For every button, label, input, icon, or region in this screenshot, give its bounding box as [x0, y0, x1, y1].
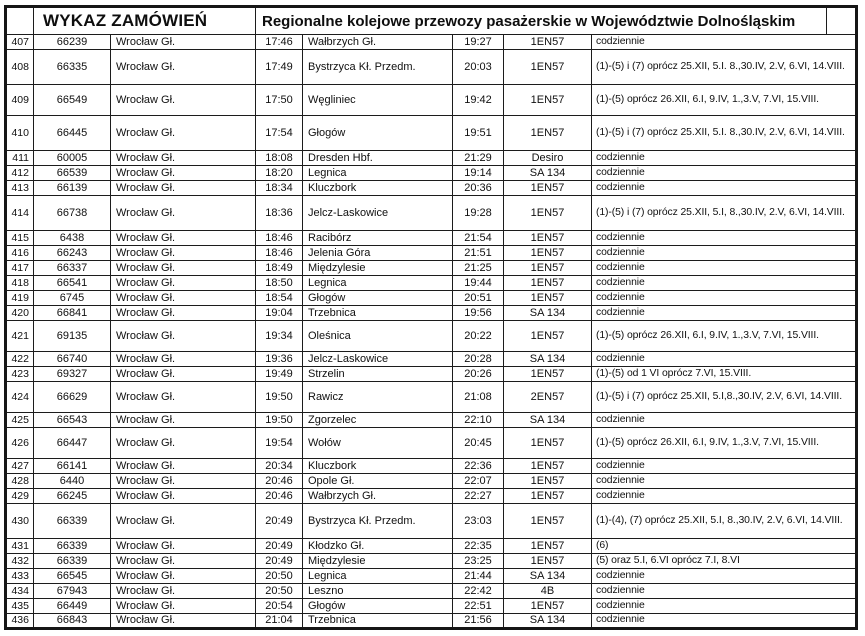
arrival-time-cell: 23:03 — [453, 504, 504, 539]
train-number-cell: 66243 — [34, 246, 111, 261]
destination-station-cell: Racibórz — [303, 231, 453, 246]
destination-station-cell: Zgorzelec — [303, 413, 453, 428]
running-days-cell: codziennie — [592, 489, 857, 504]
rolling-stock-cell: SA 134 — [504, 614, 592, 629]
table-row — [6, 352, 857, 367]
arrival-time-cell: 19:42 — [453, 85, 504, 116]
rolling-stock-cell: 1EN57 — [504, 261, 592, 276]
departure-time-cell: 18:54 — [256, 291, 303, 306]
arrival-time-cell: 22:10 — [453, 413, 504, 428]
destination-station-cell: Leszno — [303, 584, 453, 599]
departure-time-cell: 19:50 — [256, 382, 303, 413]
table-row — [6, 291, 857, 306]
departure-time-cell: 20:50 — [256, 569, 303, 584]
running-days-cell: (1)-(4), (7) oprócz 25.XII, 5.I, 8.,30.IV, 2.V, 6.VI, 14.VIII. — [592, 504, 857, 539]
rolling-stock-cell: SA 134 — [504, 569, 592, 584]
origin-station-cell: Wrocław Gł. — [111, 50, 256, 85]
arrival-time-cell: 19:27 — [453, 35, 504, 50]
origin-station-cell: Wrocław Gł. — [111, 428, 256, 459]
arrival-time-cell: 22:07 — [453, 474, 504, 489]
departure-time-cell: 19:36 — [256, 352, 303, 367]
running-days-cell: (1)-(5) i (7) oprócz 25.XII, 5.I. 8.,30.IV, 2.V, 6.VI, 14.VIII. — [592, 50, 857, 85]
departure-time-cell: 17:50 — [256, 85, 303, 116]
row-number-cell: 408 — [6, 50, 34, 85]
row-number-cell: 409 — [6, 85, 34, 116]
destination-station-cell: Wołów — [303, 428, 453, 459]
origin-station-cell: Wrocław Gł. — [111, 246, 256, 261]
running-days-cell: codziennie — [592, 291, 857, 306]
rolling-stock-cell: 1EN57 — [504, 428, 592, 459]
destination-station-cell: Strzelin — [303, 367, 453, 382]
running-days-cell: codziennie — [592, 413, 857, 428]
row-number-cell: 429 — [6, 489, 34, 504]
row-number-cell: 428 — [6, 474, 34, 489]
running-days-cell: codziennie — [592, 474, 857, 489]
origin-station-cell: Wrocław Gł. — [111, 291, 256, 306]
origin-station-cell: Wrocław Gł. — [111, 539, 256, 554]
rolling-stock-cell: 1EN57 — [504, 504, 592, 539]
corner-cell — [6, 7, 34, 35]
destination-station-cell: Jelcz-Laskowice — [303, 352, 453, 367]
departure-time-cell: 18:08 — [256, 151, 303, 166]
rolling-stock-cell: 1EN57 — [504, 196, 592, 231]
destination-station-cell: Legnica — [303, 276, 453, 291]
departure-time-cell: 17:49 — [256, 50, 303, 85]
origin-station-cell: Wrocław Gł. — [111, 413, 256, 428]
rolling-stock-cell: 1EN57 — [504, 35, 592, 50]
timetable-body — [6, 35, 857, 629]
train-number-cell: 69135 — [34, 321, 111, 352]
running-days-cell: (1)-(5) oprócz 26.XII, 6.I, 9.IV, 1.,3.V, 7.VI, 15.VIII. — [592, 85, 857, 116]
rolling-stock-cell: SA 134 — [504, 166, 592, 181]
table-row — [6, 50, 857, 85]
row-number-cell: 417 — [6, 261, 34, 276]
rolling-stock-cell: Desiro — [504, 151, 592, 166]
row-number-cell: 423 — [6, 367, 34, 382]
arrival-time-cell: 20:51 — [453, 291, 504, 306]
arrival-time-cell: 21:25 — [453, 261, 504, 276]
departure-time-cell: 18:46 — [256, 231, 303, 246]
destination-station-cell: Głogów — [303, 599, 453, 614]
row-number-cell: 434 — [6, 584, 34, 599]
row-number-cell: 432 — [6, 554, 34, 569]
table-row — [6, 428, 857, 459]
table-row — [6, 246, 857, 261]
arrival-time-cell: 19:44 — [453, 276, 504, 291]
rolling-stock-cell: 1EN57 — [504, 116, 592, 151]
departure-time-cell: 18:50 — [256, 276, 303, 291]
running-days-cell: codziennie — [592, 246, 857, 261]
destination-station-cell: Kluczbork — [303, 181, 453, 196]
table-row — [6, 569, 857, 584]
rolling-stock-cell: 1EN57 — [504, 539, 592, 554]
origin-station-cell: Wrocław Gł. — [111, 85, 256, 116]
arrival-time-cell: 22:35 — [453, 539, 504, 554]
train-number-cell: 66541 — [34, 276, 111, 291]
arrival-time-cell: 21:54 — [453, 231, 504, 246]
origin-station-cell: Wrocław Gł. — [111, 306, 256, 321]
arrival-time-cell: 19:28 — [453, 196, 504, 231]
destination-station-cell: Kłodzko Gł. — [303, 539, 453, 554]
running-days-cell: codziennie — [592, 306, 857, 321]
departure-time-cell: 20:46 — [256, 489, 303, 504]
destination-station-cell: Trzebnica — [303, 614, 453, 629]
timetable-table — [4, 5, 858, 630]
table-row — [6, 151, 857, 166]
origin-station-cell: Wrocław Gł. — [111, 584, 256, 599]
departure-time-cell: 20:54 — [256, 599, 303, 614]
table-row — [6, 584, 857, 599]
arrival-time-cell: 19:14 — [453, 166, 504, 181]
departure-time-cell: 21:04 — [256, 614, 303, 629]
arrival-time-cell: 21:56 — [453, 614, 504, 629]
train-number-cell: 66335 — [34, 50, 111, 85]
rolling-stock-cell: 1EN57 — [504, 276, 592, 291]
departure-time-cell: 18:46 — [256, 246, 303, 261]
running-days-cell: codziennie — [592, 459, 857, 474]
table-row — [6, 181, 857, 196]
departure-time-cell: 19:49 — [256, 367, 303, 382]
destination-station-cell: Jelcz-Laskowice — [303, 196, 453, 231]
running-days-cell: codziennie — [592, 599, 857, 614]
train-number-cell: 66141 — [34, 459, 111, 474]
train-number-cell: 60005 — [34, 151, 111, 166]
destination-station-cell: Międzylesie — [303, 554, 453, 569]
departure-time-cell: 19:50 — [256, 413, 303, 428]
table-row — [6, 489, 857, 504]
destination-station-cell: Głogów — [303, 291, 453, 306]
origin-station-cell: Wrocław Gł. — [111, 116, 256, 151]
origin-station-cell: Wrocław Gł. — [111, 569, 256, 584]
departure-time-cell: 20:46 — [256, 474, 303, 489]
table-row — [6, 367, 857, 382]
origin-station-cell: Wrocław Gł. — [111, 489, 256, 504]
row-number-cell: 426 — [6, 428, 34, 459]
departure-time-cell: 18:20 — [256, 166, 303, 181]
running-days-cell: codziennie — [592, 231, 857, 246]
arrival-time-cell: 22:27 — [453, 489, 504, 504]
row-number-cell: 420 — [6, 306, 34, 321]
origin-station-cell: Wrocław Gł. — [111, 474, 256, 489]
origin-station-cell: Wrocław Gł. — [111, 231, 256, 246]
departure-time-cell: 20:49 — [256, 539, 303, 554]
row-number-cell: 436 — [6, 614, 34, 629]
running-days-cell: (1)-(5) od 1 VI oprócz 7.VI, 15.VIII. — [592, 367, 857, 382]
train-number-cell: 6745 — [34, 291, 111, 306]
train-number-cell: 66539 — [34, 166, 111, 181]
origin-station-cell: Wrocław Gł. — [111, 321, 256, 352]
table-row — [6, 231, 857, 246]
destination-station-cell: Dresden Hbf. — [303, 151, 453, 166]
train-number-cell: 66337 — [34, 261, 111, 276]
rolling-stock-cell: 4B — [504, 584, 592, 599]
departure-time-cell: 20:50 — [256, 584, 303, 599]
origin-station-cell: Wrocław Gł. — [111, 599, 256, 614]
train-number-cell: 66738 — [34, 196, 111, 231]
rolling-stock-cell: 1EN57 — [504, 181, 592, 196]
origin-station-cell: Wrocław Gł. — [111, 614, 256, 629]
departure-time-cell: 19:34 — [256, 321, 303, 352]
origin-station-cell: Wrocław Gł. — [111, 181, 256, 196]
table-row — [6, 306, 857, 321]
row-number-cell: 412 — [6, 166, 34, 181]
table-row — [6, 321, 857, 352]
train-number-cell: 66139 — [34, 181, 111, 196]
departure-time-cell: 19:54 — [256, 428, 303, 459]
origin-station-cell: Wrocław Gł. — [111, 382, 256, 413]
rolling-stock-cell: 1EN57 — [504, 474, 592, 489]
running-days-cell: (1)-(5) i (7) oprócz 25.XII, 5.I, 8.,30.IV, 2.V, 6.VI, 14.VIII. — [592, 196, 857, 231]
destination-station-cell: Jelenia Góra — [303, 246, 453, 261]
arrival-time-cell: 20:45 — [453, 428, 504, 459]
rolling-stock-cell: 1EN57 — [504, 554, 592, 569]
destination-station-cell: Międzylesie — [303, 261, 453, 276]
train-number-cell: 67943 — [34, 584, 111, 599]
row-number-cell: 418 — [6, 276, 34, 291]
running-days-cell: codziennie — [592, 614, 857, 629]
rolling-stock-cell: 1EN57 — [504, 231, 592, 246]
row-number-cell: 410 — [6, 116, 34, 151]
arrival-time-cell: 20:03 — [453, 50, 504, 85]
row-number-cell: 422 — [6, 352, 34, 367]
train-number-cell: 66843 — [34, 614, 111, 629]
origin-station-cell: Wrocław Gł. — [111, 151, 256, 166]
running-days-cell: (5) oraz 5.I, 6.VI oprócz 7.I, 8.VI — [592, 554, 857, 569]
arrival-time-cell: 19:51 — [453, 116, 504, 151]
table-row — [6, 599, 857, 614]
origin-station-cell: Wrocław Gł. — [111, 261, 256, 276]
rolling-stock-cell: 1EN57 — [504, 321, 592, 352]
running-days-cell: codziennie — [592, 166, 857, 181]
rolling-stock-cell: 1EN57 — [504, 489, 592, 504]
train-number-cell: 6440 — [34, 474, 111, 489]
table-row — [6, 413, 857, 428]
destination-station-cell: Opole Gł. — [303, 474, 453, 489]
origin-station-cell: Wrocław Gł. — [111, 554, 256, 569]
rolling-stock-cell: SA 134 — [504, 306, 592, 321]
rolling-stock-cell: 1EN57 — [504, 599, 592, 614]
arrival-time-cell: 21:29 — [453, 151, 504, 166]
running-days-cell: codziennie — [592, 276, 857, 291]
origin-station-cell: Wrocław Gł. — [111, 459, 256, 474]
arrival-time-cell: 21:51 — [453, 246, 504, 261]
row-number-cell: 416 — [6, 246, 34, 261]
rolling-stock-cell: 1EN57 — [504, 367, 592, 382]
arrival-time-cell: 21:08 — [453, 382, 504, 413]
destination-station-cell: Bystrzyca Kł. Przedm. — [303, 504, 453, 539]
rolling-stock-cell: 1EN57 — [504, 459, 592, 474]
document-title: Regionalne kolejowe przewozy pasażerskie w Województwie Dolnośląskim — [256, 7, 857, 35]
arrival-time-cell: 20:36 — [453, 181, 504, 196]
departure-time-cell: 20:49 — [256, 504, 303, 539]
arrival-time-cell: 22:51 — [453, 599, 504, 614]
running-days-cell: codziennie — [592, 151, 857, 166]
row-number-cell: 435 — [6, 599, 34, 614]
destination-station-cell: Oleśnica — [303, 321, 453, 352]
table-row — [6, 504, 857, 539]
destination-station-cell: Trzebnica — [303, 306, 453, 321]
origin-station-cell: Wrocław Gł. — [111, 352, 256, 367]
running-days-cell: codziennie — [592, 181, 857, 196]
train-number-cell: 66245 — [34, 489, 111, 504]
running-days-cell: (1)-(5) i (7) oprócz 25.XII, 5.I. 8.,30.IV, 2.V, 6.VI, 14.VIII. — [592, 116, 857, 151]
running-days-cell: codziennie — [592, 569, 857, 584]
table-row — [6, 196, 857, 231]
destination-station-cell: Bystrzyca Kł. Przedm. — [303, 50, 453, 85]
destination-station-cell: Głogów — [303, 116, 453, 151]
departure-time-cell: 20:34 — [256, 459, 303, 474]
departure-time-cell: 18:36 — [256, 196, 303, 231]
origin-station-cell: Wrocław Gł. — [111, 196, 256, 231]
table-row — [6, 261, 857, 276]
table-row — [6, 116, 857, 151]
origin-station-cell: Wrocław Gł. — [111, 35, 256, 50]
running-days-cell: (1)-(5) i (7) oprócz 25.XII, 5.I,8.,30.IV, 2.V, 6.VI, 14.VIII. — [592, 382, 857, 413]
table-row — [6, 382, 857, 413]
rolling-stock-cell: SA 134 — [504, 413, 592, 428]
table-row — [6, 35, 857, 50]
running-days-cell: (1)-(5) oprócz 26.XII, 6.I, 9.IV, 1.,3.V, 7.VI, 15.VIII. — [592, 321, 857, 352]
destination-station-cell: Kluczbork — [303, 459, 453, 474]
row-number-cell: 430 — [6, 504, 34, 539]
table-row — [6, 166, 857, 181]
row-number-cell: 431 — [6, 539, 34, 554]
arrival-time-cell: 21:44 — [453, 569, 504, 584]
arrival-time-cell: 22:42 — [453, 584, 504, 599]
train-number-cell: 69327 — [34, 367, 111, 382]
train-number-cell: 66339 — [34, 504, 111, 539]
rolling-stock-cell: 1EN57 — [504, 291, 592, 306]
arrival-time-cell: 22:36 — [453, 459, 504, 474]
departure-time-cell: 19:04 — [256, 306, 303, 321]
rolling-stock-cell: 1EN57 — [504, 246, 592, 261]
train-number-cell: 66543 — [34, 413, 111, 428]
running-days-cell: codziennie — [592, 35, 857, 50]
running-days-cell: codziennie — [592, 352, 857, 367]
destination-station-cell: Legnica — [303, 166, 453, 181]
departure-time-cell: 18:49 — [256, 261, 303, 276]
train-number-cell: 66740 — [34, 352, 111, 367]
row-number-cell: 425 — [6, 413, 34, 428]
arrival-time-cell: 20:28 — [453, 352, 504, 367]
departure-time-cell: 20:49 — [256, 554, 303, 569]
arrival-time-cell: 23:25 — [453, 554, 504, 569]
row-number-cell: 411 — [6, 151, 34, 166]
row-number-cell: 421 — [6, 321, 34, 352]
departure-time-cell: 17:54 — [256, 116, 303, 151]
train-number-cell: 66545 — [34, 569, 111, 584]
arrival-time-cell: 20:22 — [453, 321, 504, 352]
row-number-cell: 414 — [6, 196, 34, 231]
rolling-stock-cell: 1EN57 — [504, 50, 592, 85]
arrival-time-cell: 20:26 — [453, 367, 504, 382]
train-number-cell: 66549 — [34, 85, 111, 116]
rolling-stock-cell: 2EN57 — [504, 382, 592, 413]
origin-station-cell: Wrocław Gł. — [111, 504, 256, 539]
train-number-cell: 66841 — [34, 306, 111, 321]
departure-time-cell: 18:34 — [256, 181, 303, 196]
table-row — [6, 276, 857, 291]
train-number-cell: 66339 — [34, 554, 111, 569]
running-days-cell: codziennie — [592, 584, 857, 599]
train-number-cell: 66339 — [34, 539, 111, 554]
running-days-cell: (1)-(5) oprócz 26.XII, 6.I, 9.IV, 1.,3.V, 7.VI, 15.VIII. — [592, 428, 857, 459]
train-number-cell: 66449 — [34, 599, 111, 614]
train-number-cell: 66445 — [34, 116, 111, 151]
row-number-cell: 419 — [6, 291, 34, 306]
origin-station-cell: Wrocław Gł. — [111, 276, 256, 291]
rolling-stock-cell: 1EN57 — [504, 85, 592, 116]
destination-station-cell: Węgliniec — [303, 85, 453, 116]
row-number-cell: 433 — [6, 569, 34, 584]
row-number-cell: 427 — [6, 459, 34, 474]
destination-station-cell: Wałbrzych Gł. — [303, 35, 453, 50]
origin-station-cell: Wrocław Gł. — [111, 166, 256, 181]
train-number-cell: 66629 — [34, 382, 111, 413]
table-row — [6, 85, 857, 116]
row-number-cell: 407 — [6, 35, 34, 50]
running-days-cell: (6) — [592, 539, 857, 554]
order-list-title: WYKAZ ZAMÓWIEŃ — [34, 7, 256, 35]
departure-time-cell: 17:46 — [256, 35, 303, 50]
train-number-cell: 66447 — [34, 428, 111, 459]
running-days-cell: codziennie — [592, 261, 857, 276]
destination-station-cell: Rawicz — [303, 382, 453, 413]
destination-station-cell: Legnica — [303, 569, 453, 584]
arrival-time-cell: 19:56 — [453, 306, 504, 321]
table-row — [6, 474, 857, 489]
train-number-cell: 66239 — [34, 35, 111, 50]
header-row — [6, 7, 857, 35]
destination-station-cell: Wałbrzych Gł. — [303, 489, 453, 504]
train-number-cell: 6438 — [34, 231, 111, 246]
origin-station-cell: Wrocław Gł. — [111, 367, 256, 382]
table-row — [6, 539, 857, 554]
table-row — [6, 459, 857, 474]
row-number-cell: 424 — [6, 382, 34, 413]
rolling-stock-cell: SA 134 — [504, 352, 592, 367]
table-row — [6, 614, 857, 629]
table-row — [6, 554, 857, 569]
row-number-cell: 415 — [6, 231, 34, 246]
row-number-cell: 413 — [6, 181, 34, 196]
